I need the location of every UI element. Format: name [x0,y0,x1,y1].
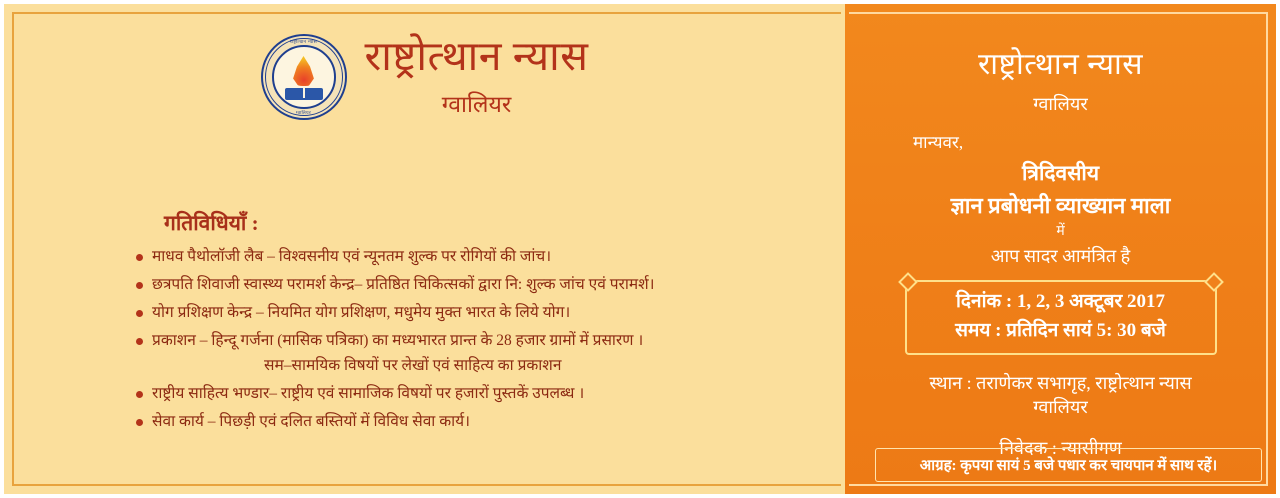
emblem-bottom-text: ग्वालियर [295,110,312,115]
list-item [136,384,805,405]
right-panel-border [849,12,1268,486]
event-date: दिनांक : 1, 2, 3 अक्टूबर 2017 [956,291,1165,312]
activity-text: राष्ट्रीय साहित्य भण्डार– राष्ट्रीय एवं सामाजिक विषयों पर हजारों पुस्तकें उपलब्ध । [152,384,585,402]
bullet-icon [136,391,143,398]
activity-text: छत्रपति शिवाजी स्वास्थ्य परामर्श केन्द्र– प्रतिष्ठित चिकित्सकों द्वारा नि: शुल्क जांच एवं परामर्श। [152,275,655,293]
invite-organization-city: ग्वालियर [1033,94,1088,114]
date-time-box [905,280,1217,355]
bullet-icon [136,338,143,345]
event-title-line2: ज्ञान प्रबोधनी व्याख्यान माला [950,193,1171,218]
list-item [136,303,805,324]
organization-title: राष्ट्रोत्थान न्यास [364,33,589,80]
invitation-text: आप सादर आमंत्रित है [990,246,1131,266]
activity-text: सेवा कार्य – पिछड़ी एवं दलित बस्तियों में विविध सेवा कार्य। [152,412,470,430]
event-time: समय : प्रतिदिन सायं 5: 30 बजे [955,319,1166,341]
venue-line-2: ग्वालियर [1033,397,1088,418]
organization-name-block [365,35,589,118]
organization-city: ग्वालियर [441,91,512,117]
activity-text: प्रकाशन – हिन्दू गर्जना (मासिक पत्रिका) का मध्यभारत प्रान्त के 28 हजार ग्रामों में प्रसारण । [152,331,644,349]
activity-text: माधव पैथोलॉजी लैब – विश्वसनीय एवं न्यूनतम शुल्क पर रोगियों की जांच। [152,248,552,265]
activities-list [136,247,805,439]
event-title-line1: त्रिदिवसीय [1021,161,1100,185]
host-line: निवेदक : न्यासीगण [999,437,1122,458]
bullet-icon [136,282,143,289]
event-title-suffix: में [1056,224,1065,239]
activity-subtext: सम–सामयिक विषयों पर लेखों एवं साहित्य का प्रकाशन [264,356,562,374]
emblem-top-text: राष्ट्रोत्थान न्यास [290,39,317,44]
bullet-icon [136,310,143,317]
invite-organization-title: राष्ट्रोत्थान न्यास [977,48,1144,81]
salutation-text: मान्यवर, [913,133,964,152]
list-item [136,331,805,352]
list-item [136,275,805,296]
footer-note: आग्रह: कृपया सायं 5 बजे पधार कर चायपान में साथ रहें। [875,448,1262,482]
bullet-icon [136,419,143,426]
right-panel [845,0,1280,498]
book-icon [285,88,323,100]
list-item [136,412,805,433]
bullet-icon [136,254,143,261]
activity-text: योग प्रशिक्षण केन्द्र – नियमित योग प्रशिक्षण, मधुमेय मुक्त भारत के लिये योग। [152,303,571,321]
trust-emblem-icon [261,34,347,120]
activities-heading: गतिविधियाँ : [164,211,259,235]
organization-header [4,34,845,120]
list-item [136,247,805,268]
venue-line-1: स्थान : तराणेकर सभागृह, राष्ट्रोत्थान न्यास [929,373,1192,393]
